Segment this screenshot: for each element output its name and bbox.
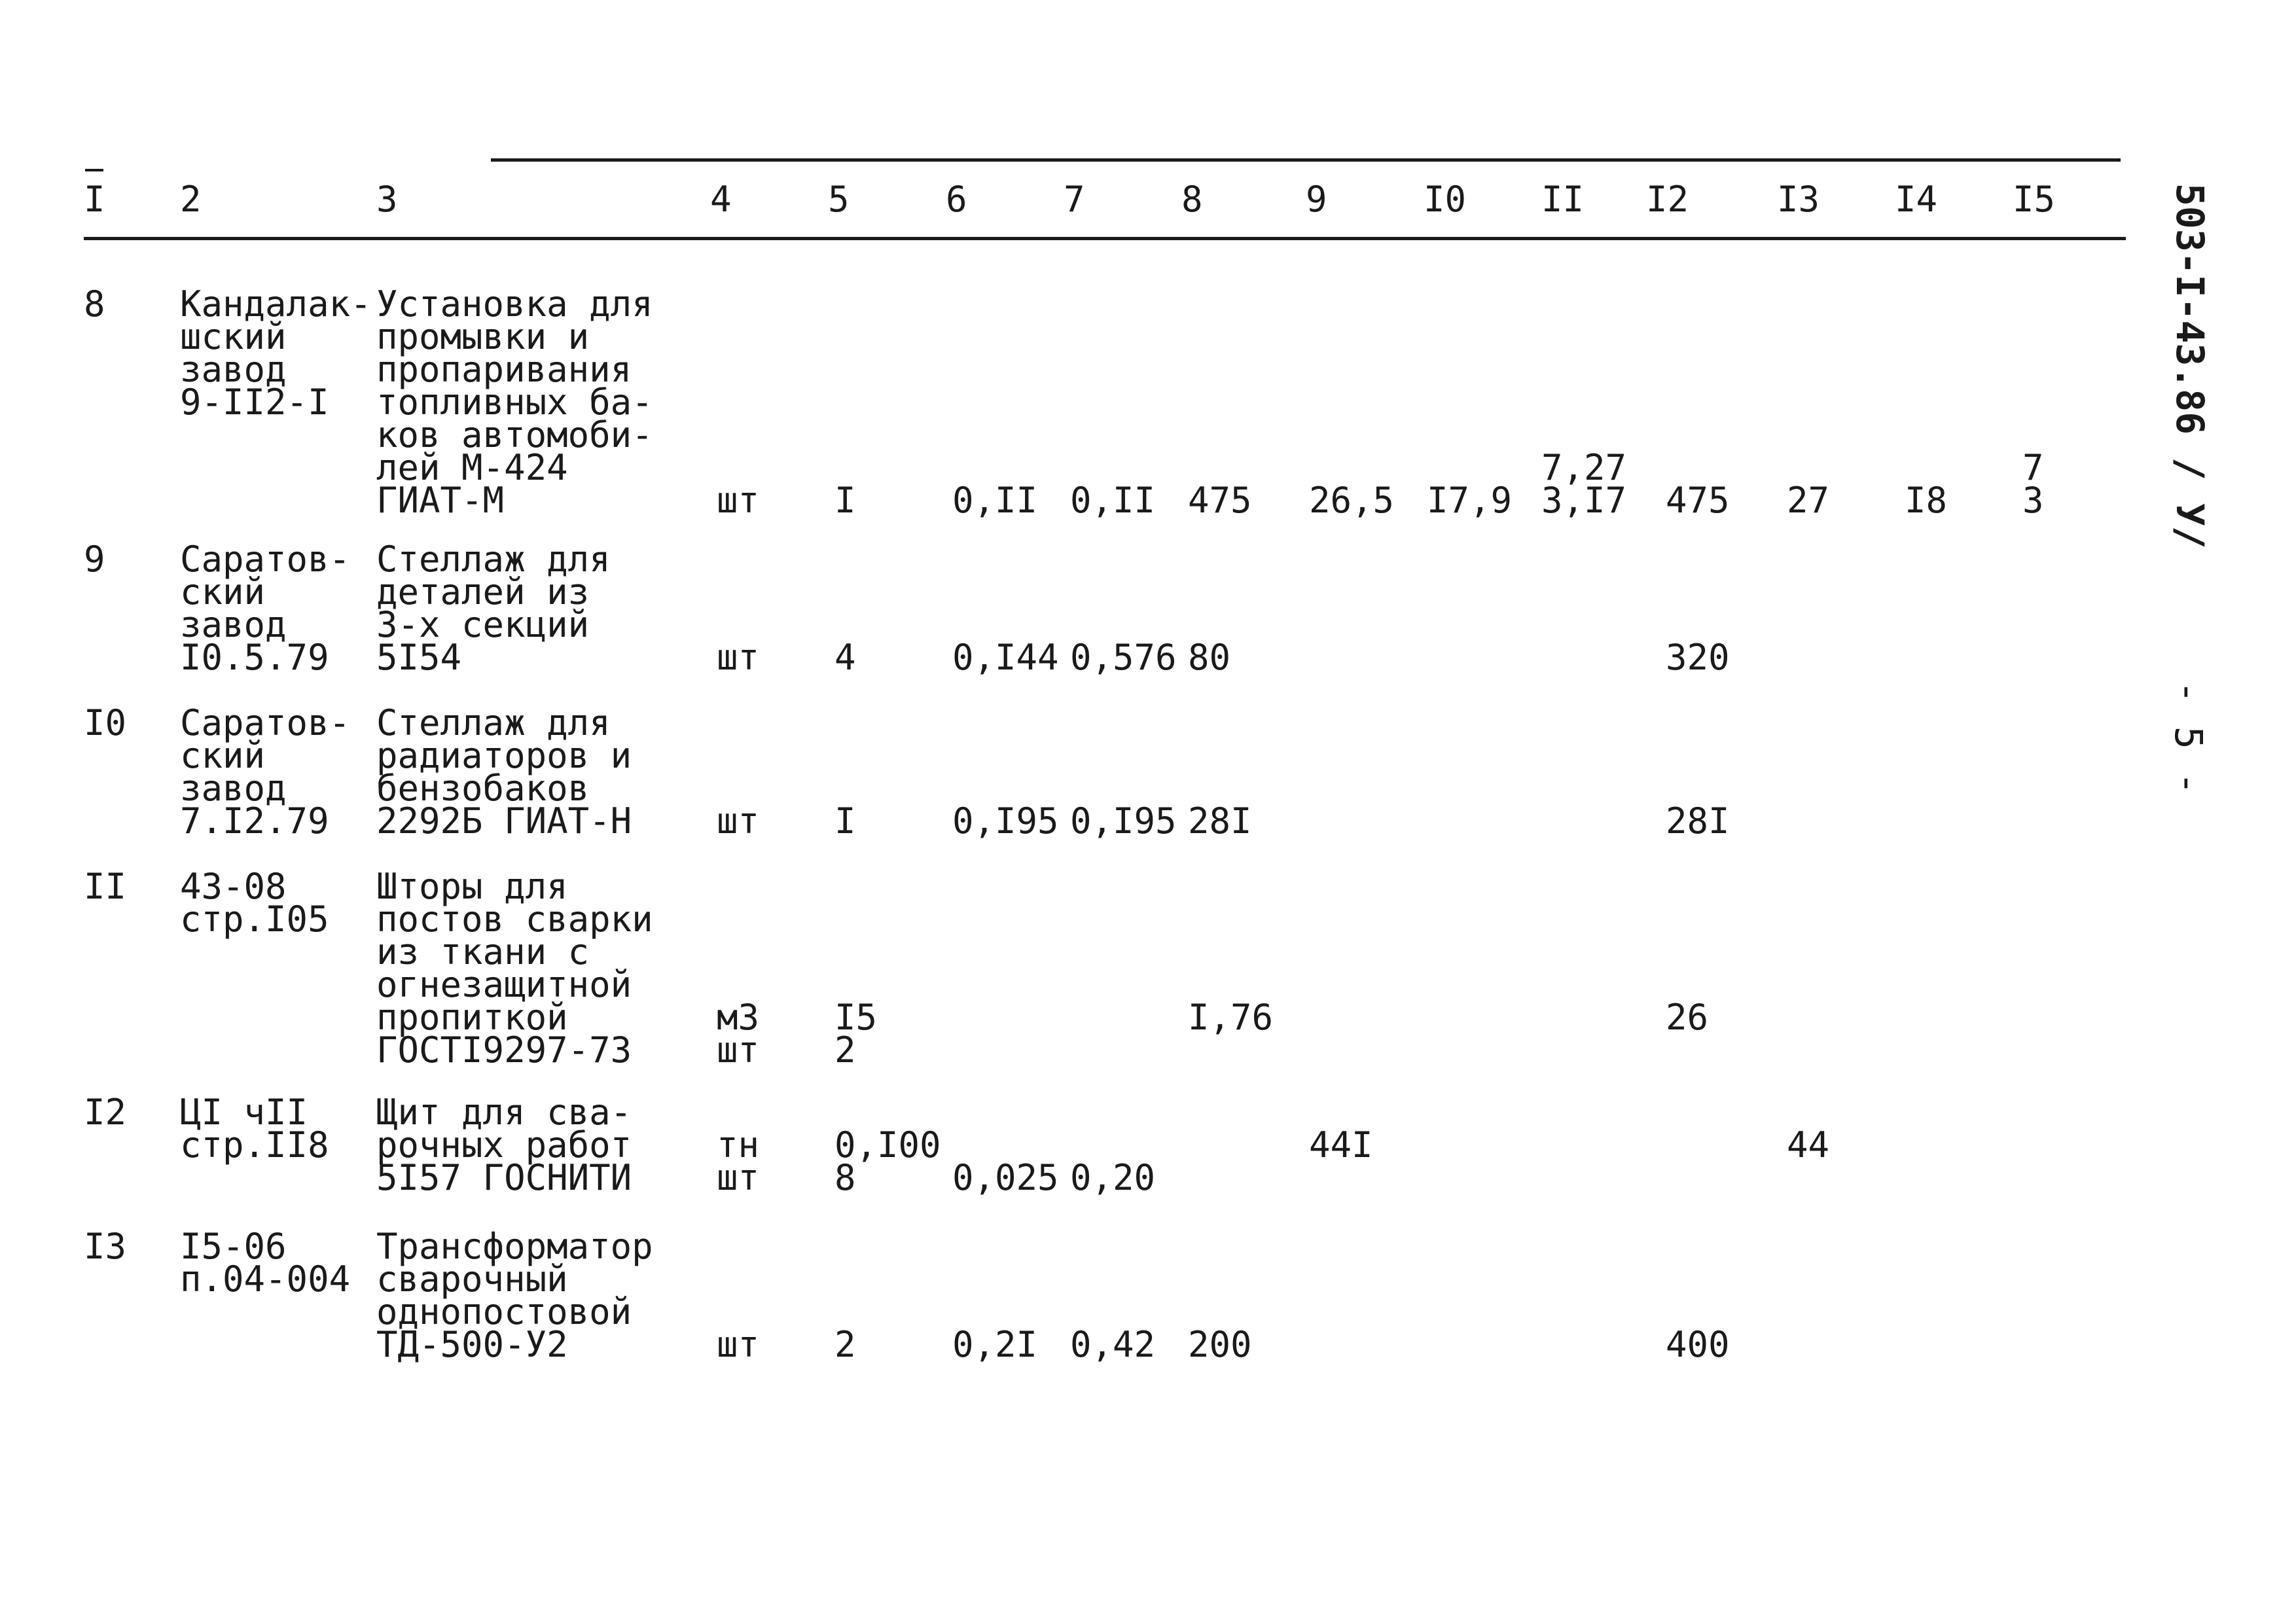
name-line: из ткани с bbox=[376, 931, 590, 972]
col-12-cell: 28I bbox=[1666, 800, 1730, 842]
col-14-cell: I8 bbox=[1905, 480, 1948, 521]
source-line: I5-06 bbox=[180, 1226, 287, 1267]
col-7-cell: 0,576 bbox=[1070, 637, 1177, 678]
top-rule-stub bbox=[85, 169, 103, 171]
page-number: - 5 - bbox=[2166, 681, 2211, 795]
source-line: шский bbox=[180, 316, 287, 357]
name-line: Стеллаж для bbox=[376, 539, 611, 580]
qty-cell: 0,I00 bbox=[834, 1124, 941, 1166]
col-15-cell: 3 bbox=[2022, 480, 2044, 521]
qty-cell: I bbox=[834, 480, 856, 521]
col-7-cell: 0,42 bbox=[1070, 1324, 1156, 1365]
name-line: пропаривания bbox=[376, 349, 632, 390]
source-line: стр.II8 bbox=[180, 1124, 329, 1166]
name-line: радиаторов и bbox=[376, 735, 632, 776]
col-6-cell: 0,I95 bbox=[952, 800, 1059, 842]
col-6-cell: 0,025 bbox=[952, 1157, 1059, 1198]
name-line: ков автомоби- bbox=[376, 414, 653, 455]
qty-cell: I bbox=[834, 800, 856, 842]
source-line: I0.5.79 bbox=[180, 637, 329, 678]
header-col-1: I bbox=[84, 179, 105, 220]
header-col-4: 4 bbox=[710, 179, 732, 220]
name-line: постов сварки bbox=[376, 899, 653, 940]
name-line: сварочный bbox=[376, 1258, 568, 1300]
header-col-2: 2 bbox=[180, 179, 202, 220]
qty-cell: 8 bbox=[834, 1157, 856, 1198]
row-number: I0 bbox=[84, 702, 127, 743]
header-col-9: 9 bbox=[1306, 179, 1327, 220]
unit-cell: шт bbox=[717, 1029, 760, 1071]
source-line: 9-II2-I bbox=[180, 382, 329, 423]
name-line: Установка для bbox=[376, 283, 653, 325]
unit-cell: шт bbox=[717, 480, 760, 521]
source-line: 43-08 bbox=[180, 866, 287, 907]
col-9-cell: 26,5 bbox=[1309, 480, 1395, 521]
col-15-cell: 7 bbox=[2022, 447, 2044, 488]
col-8-cell: I,76 bbox=[1188, 997, 1274, 1038]
col-8-cell: 200 bbox=[1188, 1324, 1252, 1365]
row-number: I3 bbox=[84, 1226, 127, 1267]
row-number: I2 bbox=[84, 1092, 127, 1133]
header-col-15: I5 bbox=[2013, 179, 2056, 220]
col-6-cell: 0,II bbox=[952, 480, 1038, 521]
name-line: Щит для сва- bbox=[376, 1092, 632, 1133]
document-code: 503-I-43.86 / У/ bbox=[2168, 183, 2212, 549]
row-number: II bbox=[84, 866, 127, 907]
header-col-11: II bbox=[1541, 179, 1585, 220]
col-6-cell: 0,2I bbox=[952, 1324, 1038, 1365]
source-line: ЦI чII bbox=[180, 1092, 308, 1133]
col-11-cell: 7,27 bbox=[1541, 447, 1627, 488]
col-7-cell: 0,20 bbox=[1070, 1157, 1156, 1198]
header-bottom-rule bbox=[84, 237, 2126, 240]
qty-cell: 2 bbox=[834, 1324, 856, 1365]
name-line: ГИАТ-М bbox=[376, 480, 505, 521]
unit-cell: шт bbox=[717, 1157, 760, 1198]
col-8-cell: 28I bbox=[1188, 800, 1252, 842]
name-line: пропиткой bbox=[376, 997, 568, 1038]
header-col-8: 8 bbox=[1181, 179, 1203, 220]
col-8-cell: 475 bbox=[1188, 480, 1252, 521]
col-7-cell: 0,I95 bbox=[1070, 800, 1177, 842]
qty-cell: 2 bbox=[834, 1029, 856, 1071]
name-line: лей М-424 bbox=[376, 447, 568, 488]
header-col-14: I4 bbox=[1895, 179, 1938, 220]
name-line: однопостовой bbox=[376, 1291, 632, 1332]
col-8-cell: 80 bbox=[1188, 637, 1231, 678]
header-col-12: I2 bbox=[1646, 179, 1689, 220]
unit-cell: м3 bbox=[717, 997, 760, 1038]
header-col-13: I3 bbox=[1777, 179, 1820, 220]
qty-cell: I5 bbox=[834, 997, 878, 1038]
name-line: 2292Б ГИАТ-Н bbox=[376, 800, 632, 842]
name-line: топливных ба- bbox=[376, 382, 653, 423]
source-line: завод bbox=[180, 349, 287, 390]
header-col-6: 6 bbox=[946, 179, 967, 220]
col-12-cell: 400 bbox=[1666, 1324, 1730, 1365]
col-12-cell: 320 bbox=[1666, 637, 1730, 678]
name-line: промывки и bbox=[376, 316, 590, 357]
unit-cell: шт bbox=[717, 637, 760, 678]
source-line: завод bbox=[180, 768, 287, 809]
name-line: ТД-500-У2 bbox=[376, 1324, 568, 1365]
col-7-cell: 0,II bbox=[1070, 480, 1156, 521]
source-line: ский bbox=[180, 735, 266, 776]
header-col-5: 5 bbox=[828, 179, 850, 220]
qty-cell: 4 bbox=[834, 637, 856, 678]
source-line: Кандалак- bbox=[180, 283, 372, 325]
source-line: Саратов- bbox=[180, 702, 351, 743]
name-line: ГОСТI9297-73 bbox=[376, 1029, 632, 1071]
row-number: 9 bbox=[84, 539, 105, 580]
name-line: Трансформатор bbox=[376, 1226, 653, 1267]
top-rule bbox=[491, 158, 2121, 162]
name-line: 5I57 ГОСНИТИ bbox=[376, 1157, 632, 1198]
col-10-cell: I7,9 bbox=[1427, 480, 1513, 521]
source-line: п.04-004 bbox=[180, 1258, 351, 1300]
name-line: деталей из bbox=[376, 571, 590, 613]
header-col-7: 7 bbox=[1064, 179, 1085, 220]
source-line: ский bbox=[180, 571, 266, 613]
unit-cell: шт bbox=[717, 1324, 760, 1365]
col-12-cell: 26 bbox=[1666, 997, 1709, 1038]
col-13-cell: 27 bbox=[1787, 480, 1830, 521]
source-line: стр.I05 bbox=[180, 899, 329, 940]
source-line: завод bbox=[180, 604, 287, 645]
name-line: Стеллаж для bbox=[376, 702, 611, 743]
unit-cell: тн bbox=[717, 1124, 760, 1166]
name-line: огнезащитной bbox=[376, 964, 632, 1005]
source-line: 7.I2.79 bbox=[180, 800, 329, 842]
header-col-10: I0 bbox=[1424, 179, 1467, 220]
source-line: Саратов- bbox=[180, 539, 351, 580]
name-line: Шторы для bbox=[376, 866, 568, 907]
col-9-cell: 44I bbox=[1309, 1124, 1373, 1166]
row-number: 8 bbox=[84, 283, 105, 325]
name-line: 3-х секций bbox=[376, 604, 590, 645]
name-line: 5I54 bbox=[376, 637, 462, 678]
name-line: бензобаков bbox=[376, 768, 590, 809]
col-6-cell: 0,I44 bbox=[952, 637, 1059, 678]
name-line: рочных работ bbox=[376, 1124, 632, 1166]
unit-cell: шт bbox=[717, 800, 760, 842]
header-col-3: 3 bbox=[376, 179, 398, 220]
col-11-cell: 3,I7 bbox=[1541, 480, 1627, 521]
col-13-cell: 44 bbox=[1787, 1124, 1830, 1166]
col-12-cell: 475 bbox=[1666, 480, 1730, 521]
